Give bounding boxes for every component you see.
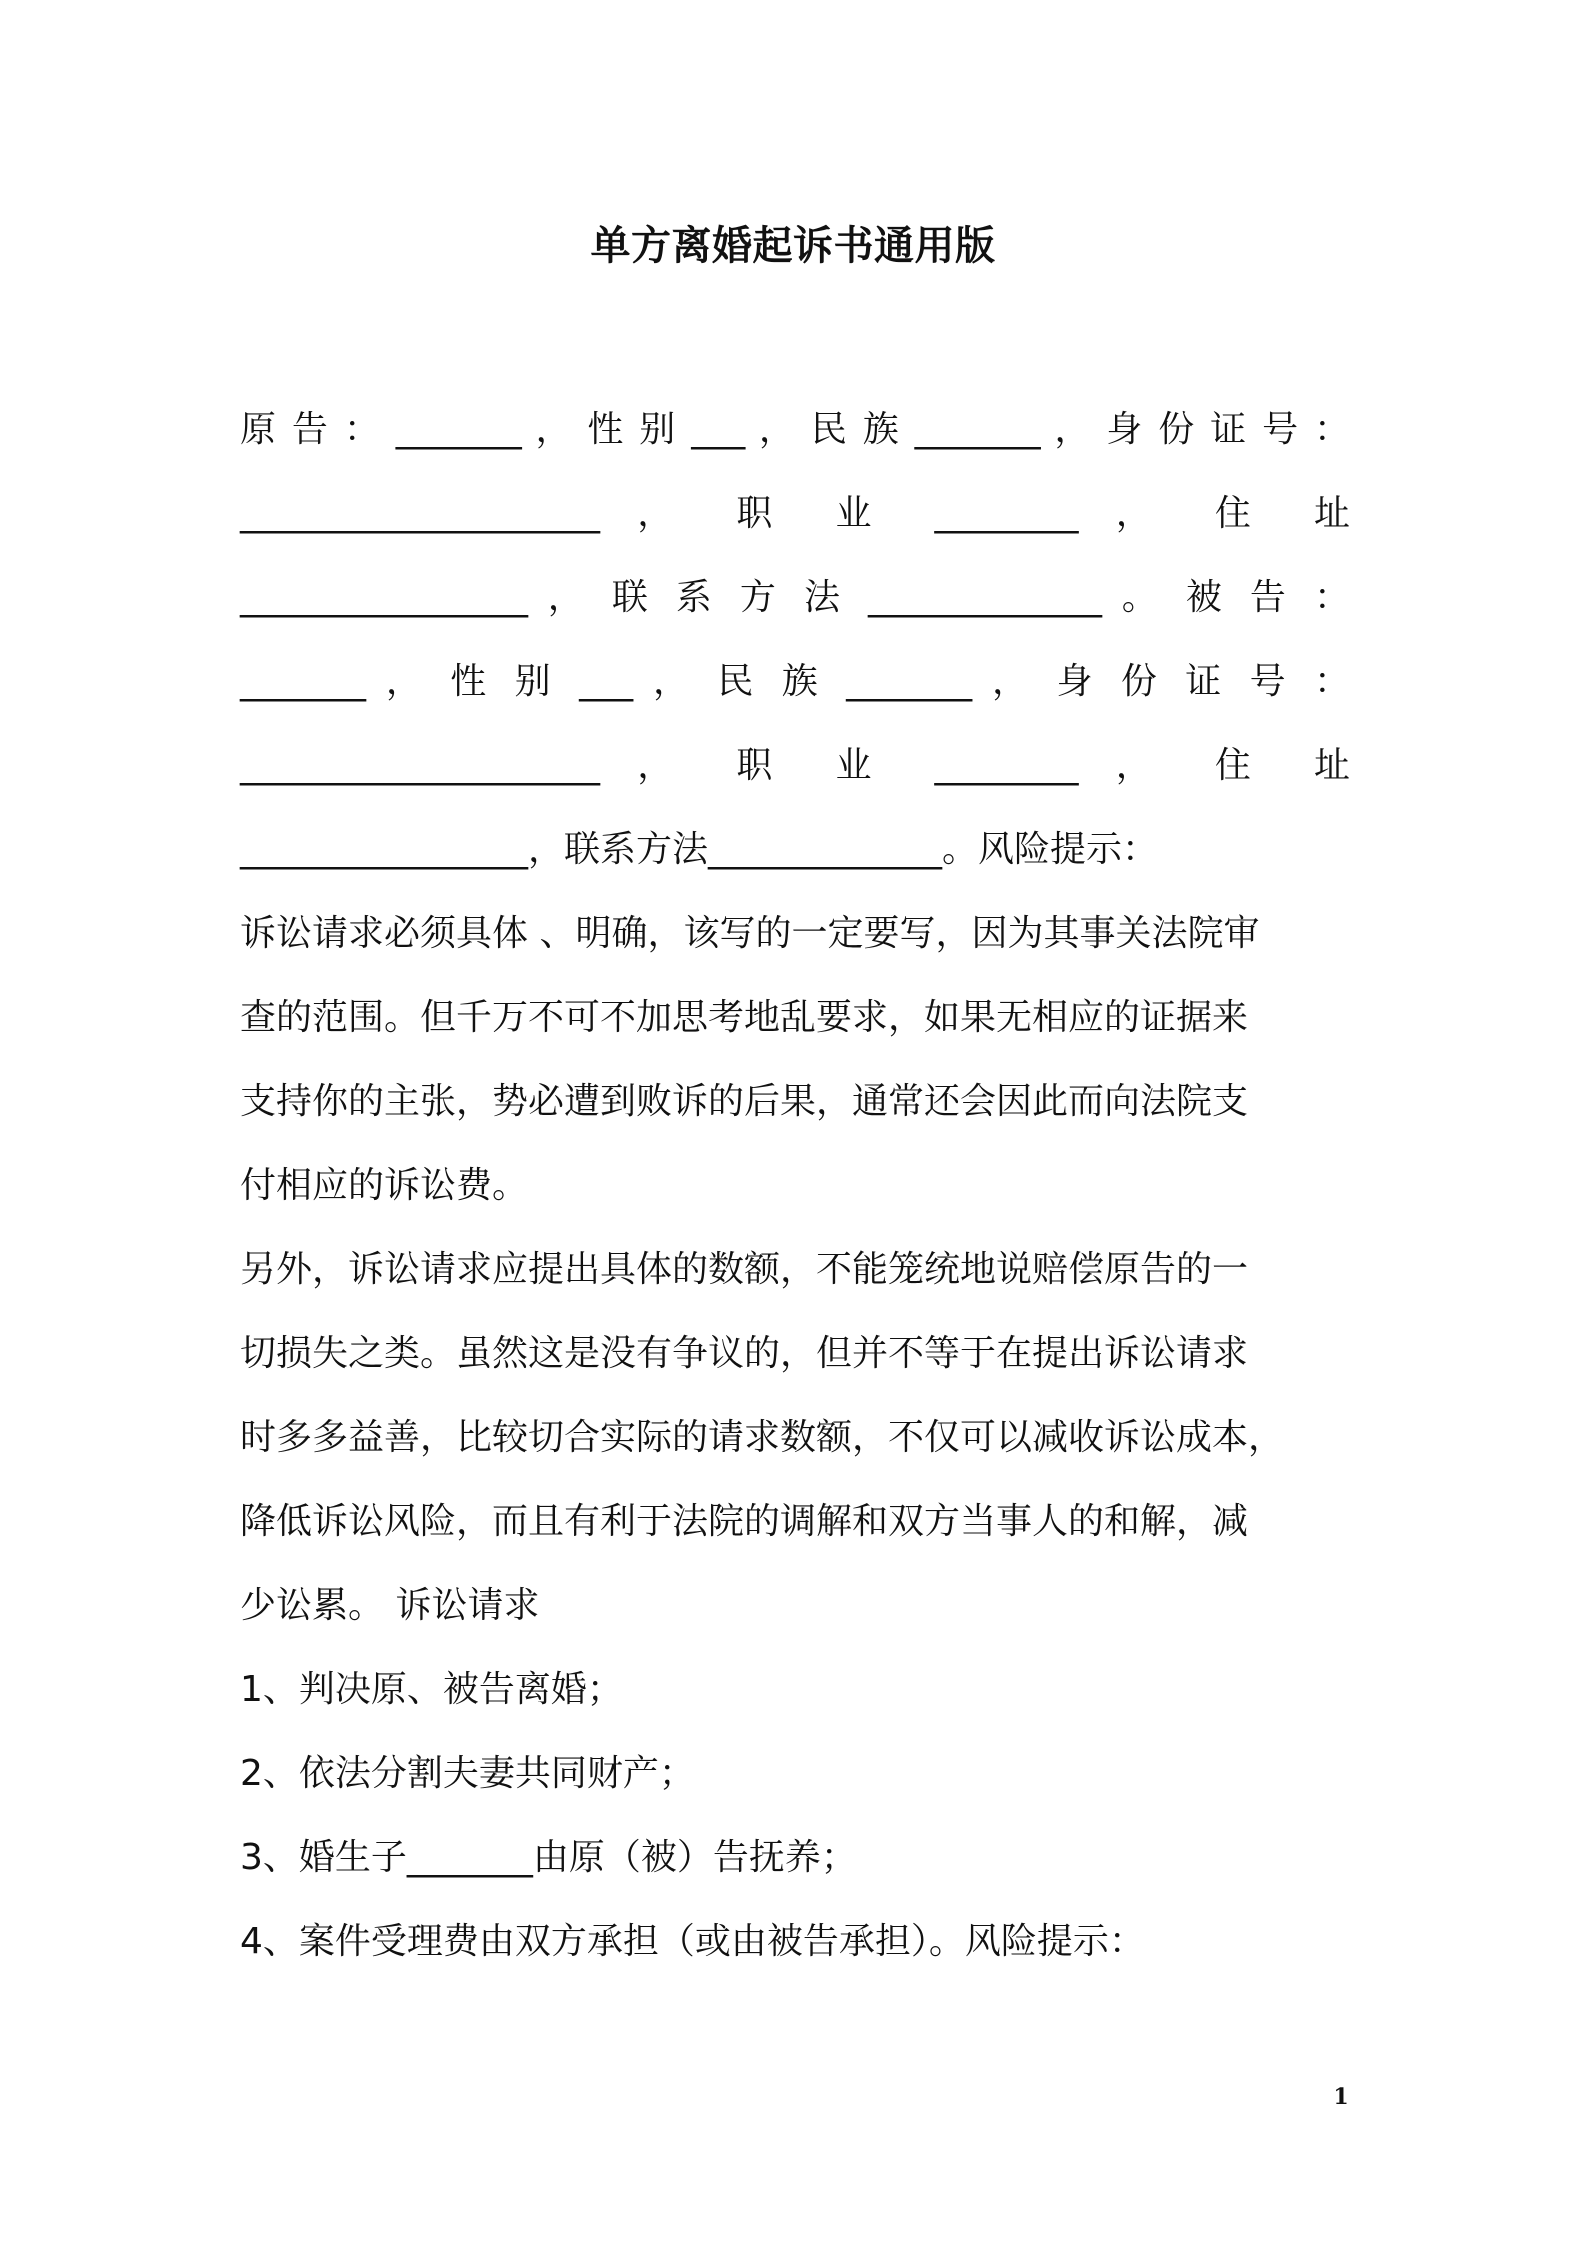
text-line-claims-heading: 少讼累。 诉讼请求 bbox=[240, 1585, 540, 1626]
claim-item-4: 4、案件受理费由双方承担（或由被告承担）。风险提示： bbox=[240, 1921, 1145, 1962]
text-line-defendant-occupation: ____________________ ， 职 业 ________ ， 住 址 bbox=[240, 745, 1350, 786]
text-line-plaintiff-contact: ________________ ， 联 系 方 法 _____________ 。 被 告 ： bbox=[240, 577, 1350, 618]
claim-item-2: 2、依法分割夫妻共同财产； bbox=[240, 1753, 695, 1794]
text-line-risk-3: 支持你的主张，势必遭到败诉的后果，通常还会因此而向法院支 bbox=[240, 1081, 1249, 1122]
text-line-additional-1: 另外，诉讼请求应提出具体的数额，不能笼统地说赔偿原告的一 bbox=[240, 1249, 1249, 1290]
page-number: 1 bbox=[1333, 2084, 1349, 2110]
text-line-plaintiff-info: 原 告 ： _______ ， 性 别 ___ ， 民 族 _______ ， 身 份 证 号 ： bbox=[240, 409, 1350, 450]
text-line-defendant-contact: ________________，联系方法_____________。风险提示： bbox=[240, 829, 1159, 870]
text-line-risk-4: 付相应的诉讼费。 bbox=[240, 1165, 529, 1206]
text-line-additional-2: 切损失之类。虽然这是没有争议的，但并不等于在提出诉讼请求 bbox=[240, 1333, 1249, 1374]
text-line-additional-4: 降低诉讼风险，而且有利于法院的调解和双方当事人的和解，减 bbox=[240, 1501, 1249, 1542]
text-line-plaintiff-occupation: ____________________ ， 职 业 ________ ， 住 址 bbox=[240, 493, 1350, 534]
document-title: 单方离婚起诉书通用版 bbox=[590, 223, 996, 269]
claim-item-3: 3、婚生子_______由原（被）告抚养； bbox=[240, 1837, 857, 1878]
claim-item-1: 1、判决原、被告离婚； bbox=[240, 1669, 623, 1710]
text-line-risk-2: 查的范围。但千万不可不加思考地乱要求，如果无相应的证据来 bbox=[240, 997, 1249, 1038]
text-line-risk-1: 诉讼请求必须具体 、明确，该写的一定要写，因为其事关法院审 bbox=[240, 913, 1260, 954]
text-line-defendant-info: _______ ， 性 别 ___ ， 民 族 _______ ， 身 份 证 号 ： bbox=[240, 661, 1350, 702]
text-line-additional-3: 时多多益善，比较切合实际的请求数额，不仅可以减收诉讼成本， bbox=[240, 1417, 1285, 1458]
